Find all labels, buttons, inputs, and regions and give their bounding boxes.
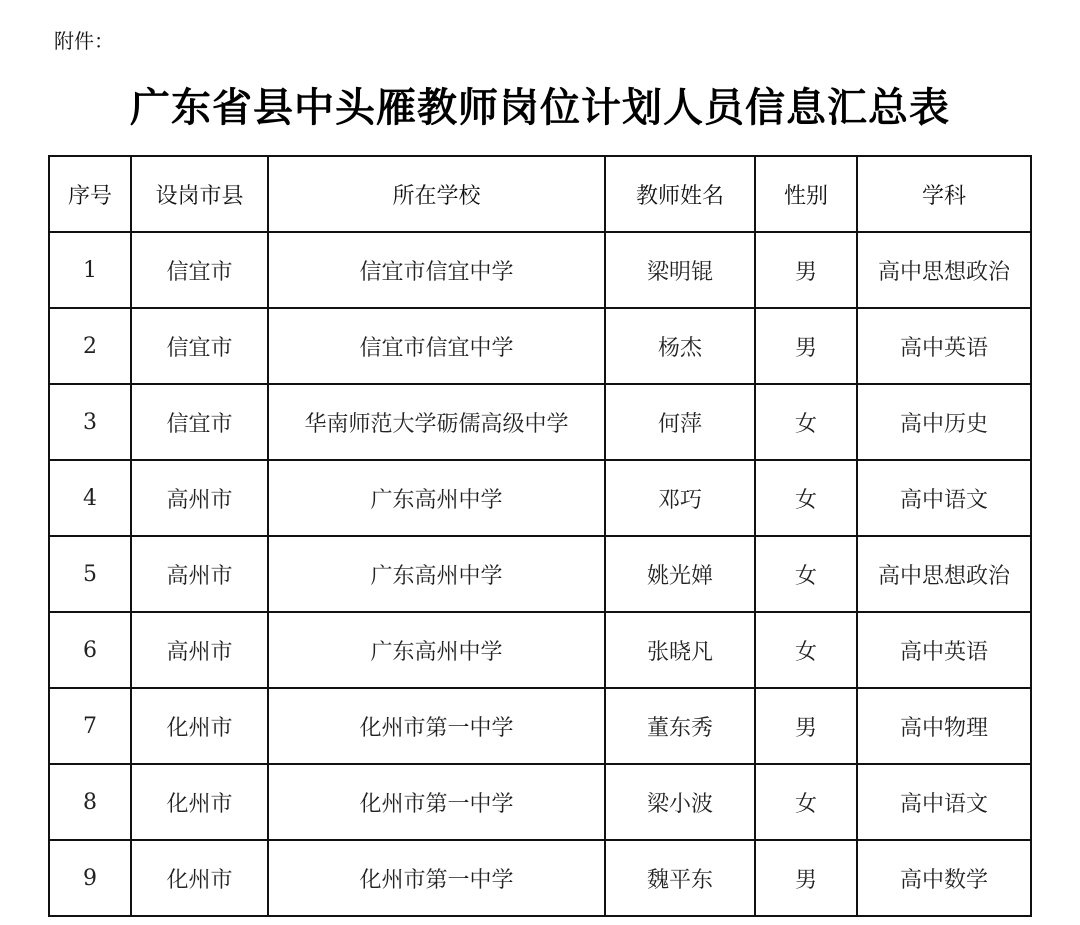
table-row bbox=[49, 460, 1031, 536]
header-gender: 性别 bbox=[755, 156, 857, 232]
table-header-row bbox=[49, 156, 1031, 232]
cell-name: 董东秀 bbox=[605, 688, 755, 764]
cell-city: 信宜市 bbox=[131, 308, 268, 384]
cell-no: 9 bbox=[49, 840, 131, 916]
table-row bbox=[49, 840, 1031, 916]
cell-school: 化州市第一中学 bbox=[268, 688, 605, 764]
cell-city: 化州市 bbox=[131, 764, 268, 840]
cell-no: 6 bbox=[49, 612, 131, 688]
cell-city: 信宜市 bbox=[131, 384, 268, 460]
cell-school: 信宜市信宜中学 bbox=[268, 232, 605, 308]
cell-city: 信宜市 bbox=[131, 232, 268, 308]
cell-school: 化州市第一中学 bbox=[268, 764, 605, 840]
cell-school: 信宜市信宜中学 bbox=[268, 308, 605, 384]
table-row bbox=[49, 232, 1031, 308]
cell-subject: 高中物理 bbox=[857, 688, 1031, 764]
cell-subject: 高中英语 bbox=[857, 308, 1031, 384]
header-name: 教师姓名 bbox=[605, 156, 755, 232]
cell-subject: 高中思想政治 bbox=[857, 232, 1031, 308]
cell-gender: 男 bbox=[755, 688, 857, 764]
cell-city: 高州市 bbox=[131, 460, 268, 536]
table-row bbox=[49, 688, 1031, 764]
header-school: 所在学校 bbox=[268, 156, 605, 232]
cell-no: 8 bbox=[49, 764, 131, 840]
cell-gender: 女 bbox=[755, 764, 857, 840]
document-title: 广东省县中头雁教师岗位计划人员信息汇总表 bbox=[130, 85, 950, 131]
cell-name: 何萍 bbox=[605, 384, 755, 460]
cell-name: 姚光婵 bbox=[605, 536, 755, 612]
cell-no: 5 bbox=[49, 536, 131, 612]
header-no: 序号 bbox=[49, 156, 131, 232]
cell-gender: 女 bbox=[755, 536, 857, 612]
table-row bbox=[49, 612, 1031, 688]
teacher-roster-table bbox=[48, 155, 1032, 917]
cell-name: 梁小波 bbox=[605, 764, 755, 840]
table-row bbox=[49, 384, 1031, 460]
table-row bbox=[49, 308, 1031, 384]
cell-gender: 女 bbox=[755, 460, 857, 536]
cell-gender: 男 bbox=[755, 840, 857, 916]
cell-name: 张晓凡 bbox=[605, 612, 755, 688]
cell-subject: 高中语文 bbox=[857, 764, 1031, 840]
cell-name: 魏平东 bbox=[605, 840, 755, 916]
table-row bbox=[49, 536, 1031, 612]
cell-city: 化州市 bbox=[131, 688, 268, 764]
cell-name: 邓巧 bbox=[605, 460, 755, 536]
header-city: 设岗市县 bbox=[131, 156, 268, 232]
cell-city: 高州市 bbox=[131, 612, 268, 688]
cell-school: 华南师范大学砺儒高级中学 bbox=[268, 384, 605, 460]
cell-city: 化州市 bbox=[131, 840, 268, 916]
cell-subject: 高中数学 bbox=[857, 840, 1031, 916]
cell-no: 3 bbox=[49, 384, 131, 460]
cell-no: 1 bbox=[49, 232, 131, 308]
cell-subject: 高中语文 bbox=[857, 460, 1031, 536]
cell-no: 4 bbox=[49, 460, 131, 536]
header-subject: 学科 bbox=[857, 156, 1031, 232]
cell-school: 广东高州中学 bbox=[268, 612, 605, 688]
cell-name: 梁明锟 bbox=[605, 232, 755, 308]
cell-subject: 高中英语 bbox=[857, 612, 1031, 688]
cell-subject: 高中历史 bbox=[857, 384, 1031, 460]
cell-gender: 男 bbox=[755, 308, 857, 384]
attachment-label: 附件： bbox=[54, 29, 114, 53]
cell-gender: 女 bbox=[755, 612, 857, 688]
cell-school: 广东高州中学 bbox=[268, 536, 605, 612]
cell-gender: 女 bbox=[755, 384, 857, 460]
cell-no: 2 bbox=[49, 308, 131, 384]
cell-subject: 高中思想政治 bbox=[857, 536, 1031, 612]
table-row bbox=[49, 764, 1031, 840]
cell-gender: 男 bbox=[755, 232, 857, 308]
cell-school: 广东高州中学 bbox=[268, 460, 605, 536]
cell-city: 高州市 bbox=[131, 536, 268, 612]
cell-name: 杨杰 bbox=[605, 308, 755, 384]
cell-school: 化州市第一中学 bbox=[268, 840, 605, 916]
cell-no: 7 bbox=[49, 688, 131, 764]
